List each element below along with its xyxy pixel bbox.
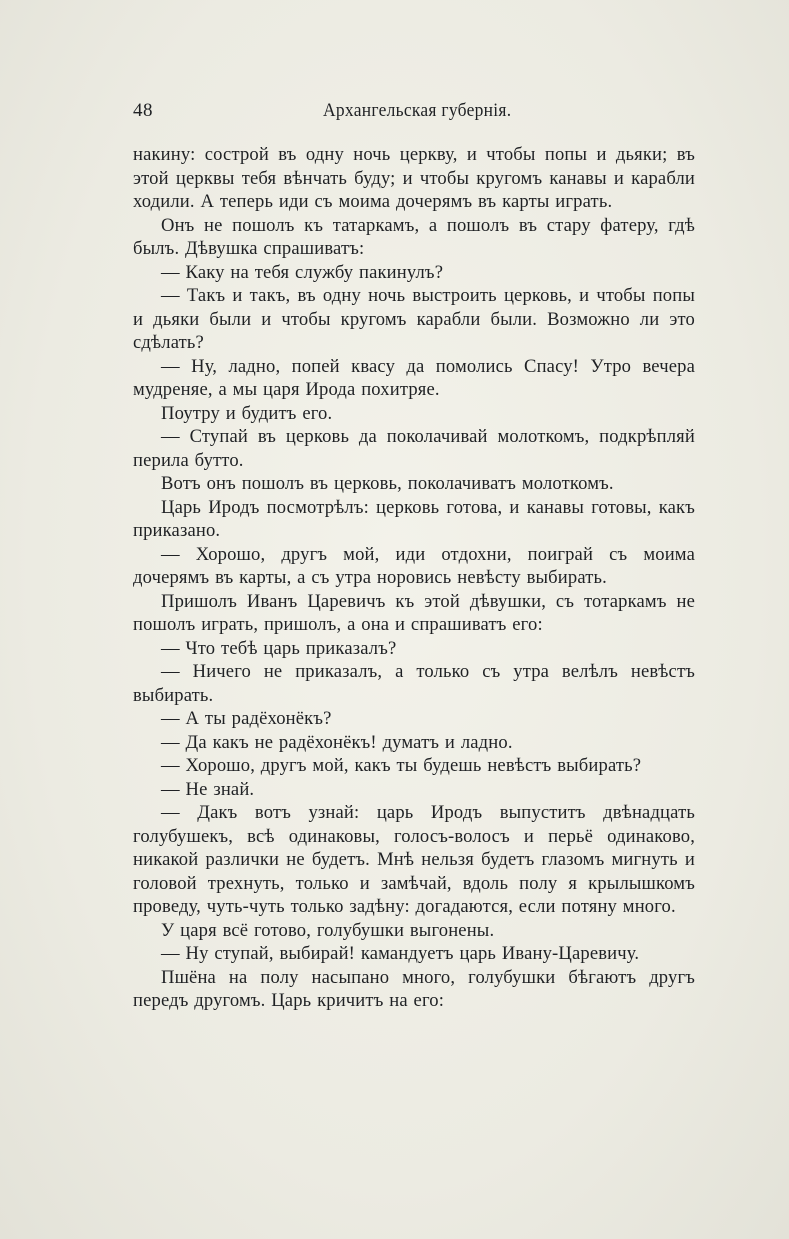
page-header <box>133 100 695 128</box>
dialogue-line: — Не знай. <box>161 778 255 800</box>
dialogue-line: — Да какъ не радёхонёкъ! думатъ и ладно. <box>161 731 513 753</box>
paragraph: Вотъ онъ пошолъ въ церковь, поколачиватъ молоткомъ. <box>161 473 614 494</box>
dialogue-line: — Дакъ вотъ узнай: царь Иродъ выпуститъ двѣнадцать голубушекъ, всѣ одинаковы, голосъ-волосъ и перьё одинаково, никакой различки не будетъ. Мнѣ нельзя будетъ глазомъ мигнуть и головой трехнуть, только и замѣчай, вдоль полу я крылышкомъ проведу, чуть-чуть только задѣну: догадаются, если потяну много. <box>133 802 695 917</box>
page-number: 48 <box>133 100 153 121</box>
dialogue-line: — Такъ и такъ, въ одну ночь выстроить церковь, и чтобы попы и дьяки были и чтобы кругомъ карабли были. Возможно ли это сдѣлать? <box>133 285 695 353</box>
dialogue-line: — Что тебѣ царь приказалъ? <box>161 637 397 659</box>
dialogue-line: — Ну, ладно, попей квасу да помолись Спасу! Утро вечера мудреняе, а мы царя Ирода похитряе. <box>133 355 695 400</box>
running-title: Архангельская губернія. <box>323 100 512 121</box>
paragraph: Поутру и будитъ его. <box>161 402 333 424</box>
paragraph: Онъ не пошолъ къ татаркамъ, а пошолъ въ стару фатеру, гдѣ былъ. Дѣвушка спрашиватъ: <box>133 214 695 259</box>
body-text <box>133 143 695 1013</box>
dialogue-line: — Ступай въ церковь да поколачивай молоткомъ, подкрѣпляй перила бутто. <box>133 426 695 471</box>
dialogue-line: — Каку на тебя службу пакинулъ? <box>161 261 444 283</box>
paragraph: Пришолъ Иванъ Царевичъ къ этой дѣвушки, съ тотаркамъ не пошолъ играть, пришолъ, а она и спрашиватъ его: <box>133 590 695 635</box>
dialogue-line: — Ну ступай, выбирай! камандуетъ царь Ивану-Царевичу. <box>161 943 640 964</box>
paragraph: накину: сострой въ одну ночь церкву, и чтобы попы и дьяки; въ этой церквы тебя вѣнчать буду; и чтобы кругомъ канавы и карабли ходили. А теперь иди съ моима дочерямъ въ карты играть. <box>133 144 695 212</box>
dialogue-line: — Ничего не приказалъ, а только съ утра велѣлъ невѣстъ выбирать. <box>133 661 695 706</box>
paragraph: У царя всё готово, голубушки выгонены. <box>161 919 495 941</box>
paragraph: Пшёна на полу насыпано много, голубушки бѣгаютъ другъ передъ другомъ. Царь кричитъ на его: <box>133 966 695 1011</box>
dialogue-line: — А ты радёхонёкъ? <box>161 708 332 729</box>
paragraph: Царь Иродъ посмотрѣлъ: церковь готова, и канавы готовы, какъ приказано. <box>133 496 695 541</box>
dialogue-line: — Хорошо, другъ мой, какъ ты будешь невѣстъ выбирать? <box>161 755 642 776</box>
dialogue-line: — Хорошо, другъ мой, иди отдохни, поиграй съ моима дочерямъ въ карты, а съ утра норовись невѣсту выбирать. <box>133 543 695 588</box>
